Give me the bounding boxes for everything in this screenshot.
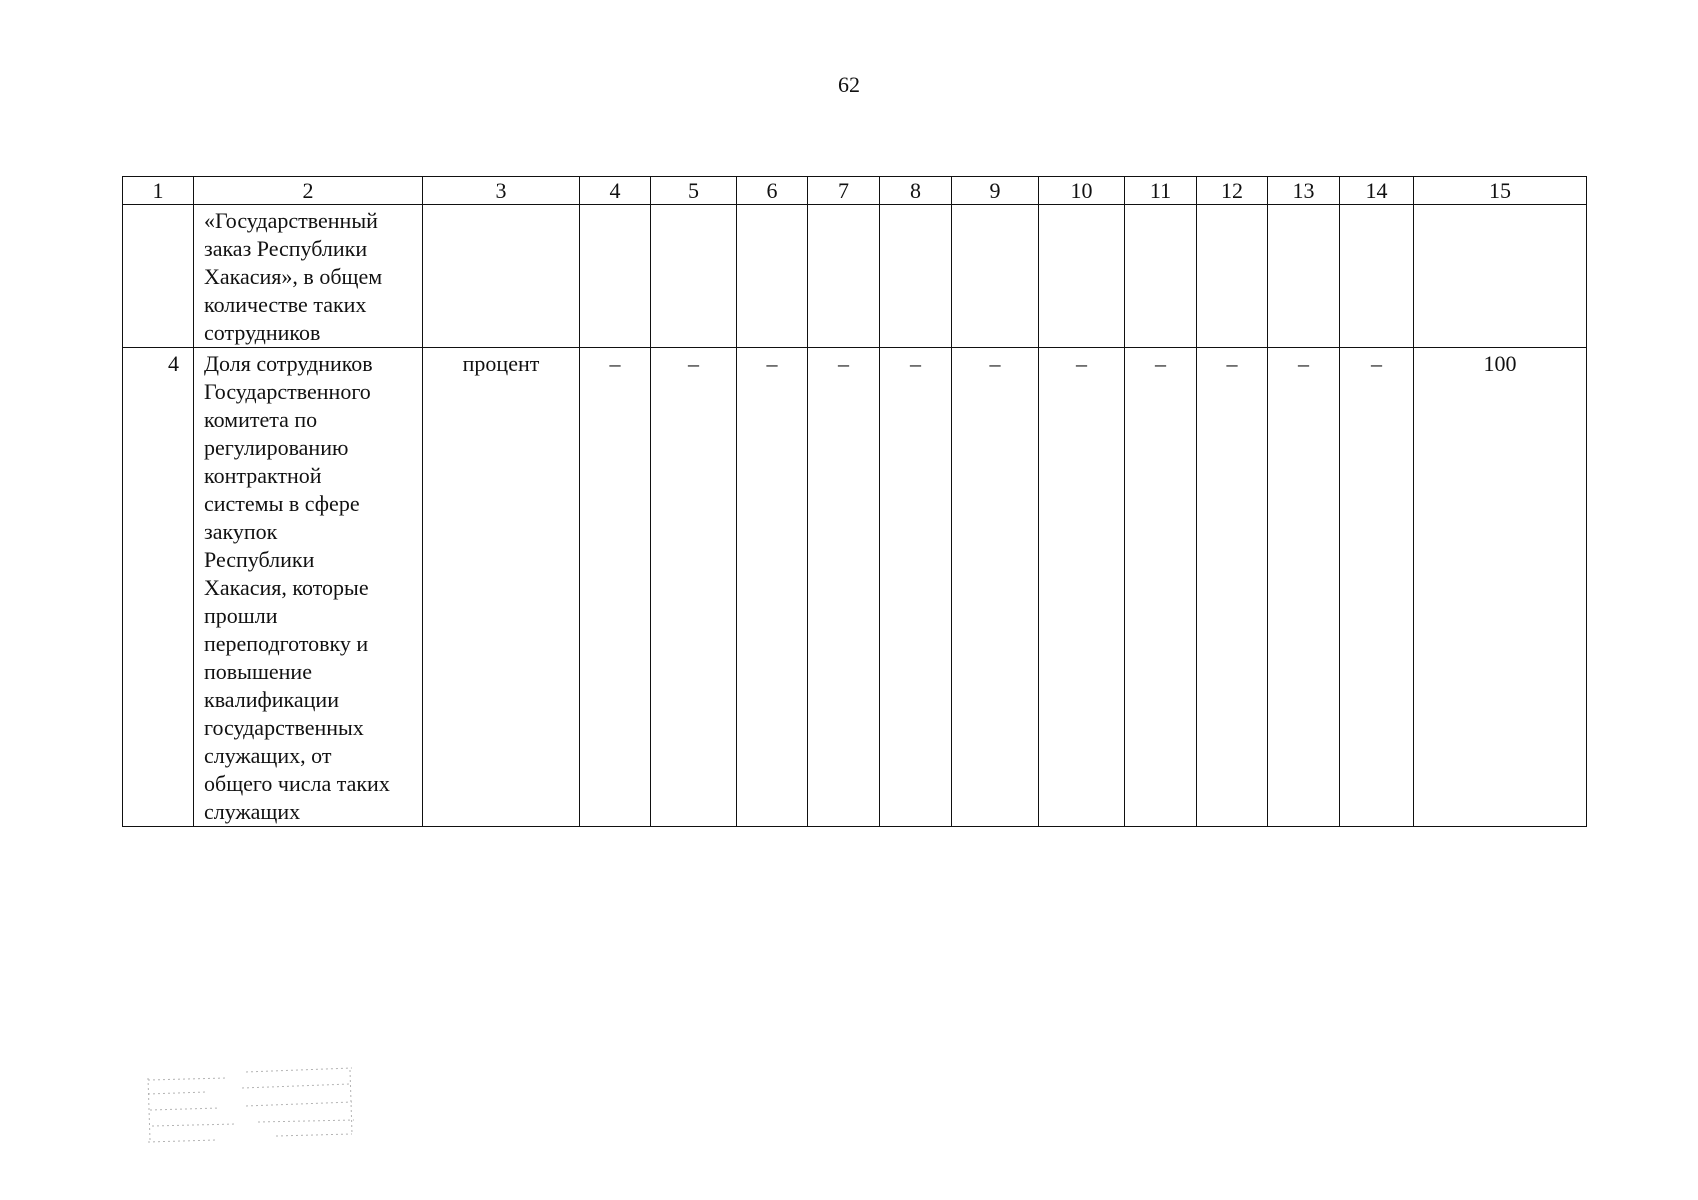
empty-cell [580, 205, 651, 348]
indicator-name-line: сотрудников [204, 320, 321, 345]
indicator-name-line: служащих, от [204, 743, 332, 768]
header-cell-col-15: 15 [1414, 177, 1587, 205]
indicator-name-cell [194, 348, 423, 827]
header-cell-col-9: 9 [952, 177, 1039, 205]
indicator-name-line: прошли [204, 603, 278, 628]
dash-cell: – [880, 348, 952, 827]
dash-cell: – [580, 348, 651, 827]
header-cell-col-1: 1 [123, 177, 194, 205]
dash-cell: – [737, 348, 808, 827]
indicator-table [122, 176, 1587, 827]
empty-cell [1197, 205, 1268, 348]
empty-cell [651, 205, 737, 348]
row-number-cell: 4 [123, 348, 194, 827]
empty-cell [737, 205, 808, 348]
dash-cell: – [1039, 348, 1125, 827]
dash-cell: – [1340, 348, 1414, 827]
indicator-name-line: Доля сотрудников [204, 351, 373, 376]
indicator-name-line: Хакасия, которые [204, 575, 369, 600]
empty-cell [880, 205, 952, 348]
dash-cell: – [808, 348, 880, 827]
empty-cell [1268, 205, 1340, 348]
indicator-name-line: закупок [204, 519, 278, 544]
row-number-cell [123, 205, 194, 348]
empty-cell [952, 205, 1039, 348]
indicator-name-line: заказ Республики [204, 236, 368, 261]
empty-cell [1414, 205, 1587, 348]
header-cell-col-11: 11 [1125, 177, 1197, 205]
indicator-name-cell [194, 205, 423, 348]
indicator-name-line: переподготовку и [204, 631, 369, 656]
dash-cell: – [1268, 348, 1340, 827]
indicator-name-line: общего числа таких [204, 771, 390, 796]
target-value-cell: 100 [1414, 348, 1587, 827]
indicator-name-line: повышение [204, 659, 312, 684]
empty-cell [1039, 205, 1125, 348]
indicator-name-line: служащих [204, 799, 301, 824]
header-cell-col-12: 12 [1197, 177, 1268, 205]
unit-cell: процент [423, 348, 580, 827]
table-row-4 [123, 348, 1587, 827]
header-cell-col-13: 13 [1268, 177, 1340, 205]
header-cell-col-8: 8 [880, 177, 952, 205]
header-cell-col-2: 2 [194, 177, 423, 205]
header-cell-col-7: 7 [808, 177, 880, 205]
header-cell-col-4: 4 [580, 177, 651, 205]
table-row-continuation [123, 205, 1587, 348]
header-row [123, 177, 1587, 205]
indicator-name-line: Республики [204, 547, 315, 572]
dash-cell: – [1197, 348, 1268, 827]
header-cell-col-14: 14 [1340, 177, 1414, 205]
page-number: 62 [838, 72, 860, 97]
indicator-name-line: контрактной [204, 463, 322, 488]
indicator-name-line: «Государственный [204, 208, 378, 233]
header-cell-col-10: 10 [1039, 177, 1125, 205]
indicator-name-line: государственных [204, 715, 364, 740]
indicator-name-line: регулированию [204, 435, 349, 460]
empty-cell [1340, 205, 1414, 348]
indicator-name-line: комитета по [204, 407, 318, 432]
dash-cell: – [952, 348, 1039, 827]
indicator-name-line: системы в сфере [204, 491, 360, 516]
unit-cell [423, 205, 580, 348]
dash-cell: – [1125, 348, 1197, 827]
empty-cell [1125, 205, 1197, 348]
indicator-name-line: количестве таких [204, 292, 367, 317]
indicator-name-line: Хакасия», в общем [204, 264, 383, 289]
header-cell-col-6: 6 [737, 177, 808, 205]
dash-cell: – [651, 348, 737, 827]
empty-cell [808, 205, 880, 348]
header-cell-col-3: 3 [423, 177, 580, 205]
header-cell-col-5: 5 [651, 177, 737, 205]
faded-stamp-mark [146, 1064, 356, 1144]
indicator-name-line: квалификации [204, 687, 339, 712]
indicator-name-line: Государственного [204, 379, 371, 404]
